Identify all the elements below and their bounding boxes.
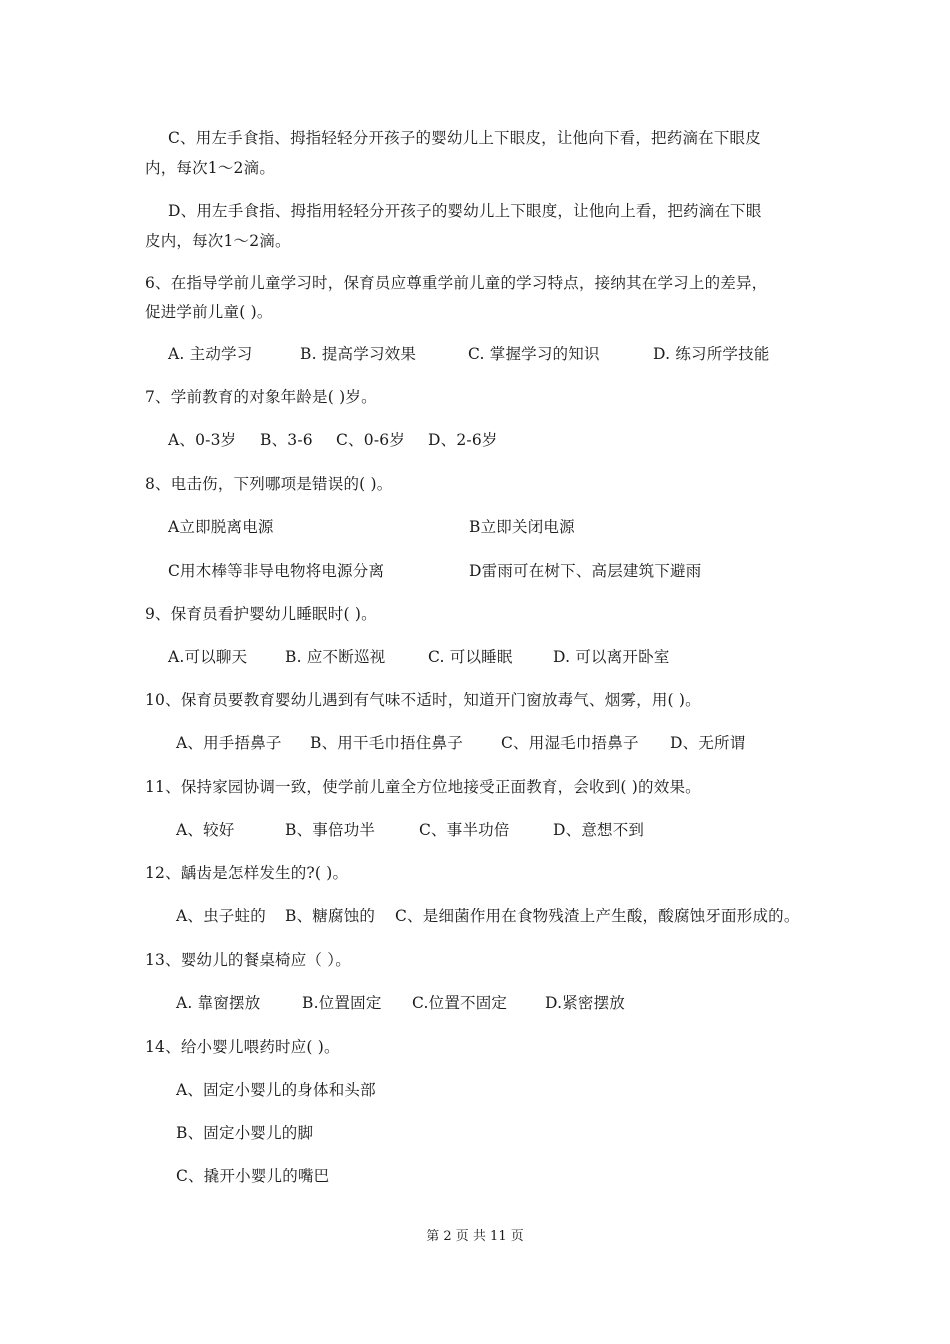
q14-option-a: A、固定小婴儿的身体和头部 bbox=[176, 1081, 376, 1099]
q10-option-d: D、无所谓 bbox=[670, 734, 746, 752]
q9-option-a: A.可以聊天 bbox=[168, 648, 248, 666]
q12-option-a: A、虫子蛀的 bbox=[176, 907, 266, 925]
q5-option-c-line1: C、用左手食指、拇指轻轻分开孩子的婴幼儿上下眼皮，让他向下看，把药滴在下眼皮 bbox=[168, 129, 761, 147]
q13-option-a: A. 靠窗摆放 bbox=[176, 994, 261, 1012]
q6-option-c: C. 掌握学习的知识 bbox=[468, 345, 600, 363]
page-footer: 第 2 页 共 11 页 bbox=[426, 1229, 524, 1244]
q8-question: 8、电击伤，下列哪项是错误的( )。 bbox=[145, 475, 393, 493]
q6-question-line2: 促进学前儿童( )。 bbox=[145, 303, 273, 321]
q7-option-a: A、0-3岁 bbox=[168, 431, 237, 449]
q11-option-a: A、较好 bbox=[176, 821, 235, 839]
q8-option-c: C用木棒等非导电物将电源分离 bbox=[168, 562, 385, 580]
q9-question: 9、保育员看护婴幼儿睡眠时( )。 bbox=[145, 605, 377, 623]
q9-option-c: C. 可以睡眠 bbox=[428, 648, 513, 666]
q13-question: 13、婴幼儿的餐桌椅应（ ）。 bbox=[145, 951, 351, 969]
q11-option-c: C、事半功倍 bbox=[419, 821, 510, 839]
q13-option-c: C.位置不固定 bbox=[412, 994, 508, 1012]
q12-option-b: B、糖腐蚀的 bbox=[285, 907, 376, 925]
q13-option-b: B.位置固定 bbox=[302, 994, 382, 1012]
q11-option-d: D、意想不到 bbox=[553, 821, 645, 839]
q5-option-d-line2: 皮内，每次1～2滴。 bbox=[145, 232, 291, 250]
q6-option-a: A. 主动学习 bbox=[168, 345, 253, 363]
q14-option-b: B、固定小婴儿的脚 bbox=[176, 1124, 314, 1142]
q14-option-c: C、撬开小婴儿的嘴巴 bbox=[176, 1167, 330, 1185]
q6-question-line1: 6、在指导学前儿童学习时，保育员应尊重学前儿童的学习特点，接纳其在学习上的差异， bbox=[145, 274, 768, 292]
q14-question: 14、给小婴儿喂药时应( )。 bbox=[145, 1038, 340, 1056]
q12-question: 12、龋齿是怎样发生的?( )。 bbox=[145, 864, 349, 882]
q8-option-a: A立即脱离电源 bbox=[168, 518, 274, 536]
q6-option-b: B. 提高学习效果 bbox=[300, 345, 417, 363]
q5-option-d-line1: D、用左手食指、拇指用轻轻分开孩子的婴幼儿上下眼度，让他向上看，把药滴在下眼 bbox=[168, 202, 762, 220]
q7-option-d: D、2-6岁 bbox=[428, 431, 498, 449]
q9-option-d: D. 可以离开卧室 bbox=[553, 648, 670, 666]
q8-option-b: B立即关闭电源 bbox=[469, 518, 575, 536]
q10-question: 10、保育员要教育婴幼儿遇到有气味不适时，知道开门窗放毒气、烟雾，用( )。 bbox=[145, 691, 701, 709]
q9-option-b: B. 应不断巡视 bbox=[285, 648, 386, 666]
q10-option-a: A、用手捂鼻子 bbox=[176, 734, 282, 752]
q12-option-c: C、是细菌作用在食物残渣上产生酸，酸腐蚀牙面形成的。 bbox=[395, 907, 800, 925]
q11-option-b: B、事倍功半 bbox=[285, 821, 376, 839]
q10-option-c: C、用湿毛巾捂鼻子 bbox=[501, 734, 639, 752]
q7-option-b: B、3-6 bbox=[260, 431, 313, 449]
q6-option-d: D. 练习所学技能 bbox=[653, 345, 770, 363]
q7-question: 7、学前教育的对象年龄是( )岁。 bbox=[145, 388, 377, 406]
q5-option-c-line2: 内，每次1～2滴。 bbox=[145, 159, 276, 177]
q11-question: 11、保持家园协调一致，使学前儿童全方位地接受正面教育，会收到( )的效果。 bbox=[145, 778, 701, 796]
q10-option-b: B、用干毛巾捂住鼻子 bbox=[310, 734, 463, 752]
q13-option-d: D.紧密摆放 bbox=[545, 994, 626, 1012]
q8-option-d: D雷雨可在树下、高层建筑下避雨 bbox=[469, 562, 702, 580]
q7-option-c: C、0-6岁 bbox=[336, 431, 406, 449]
